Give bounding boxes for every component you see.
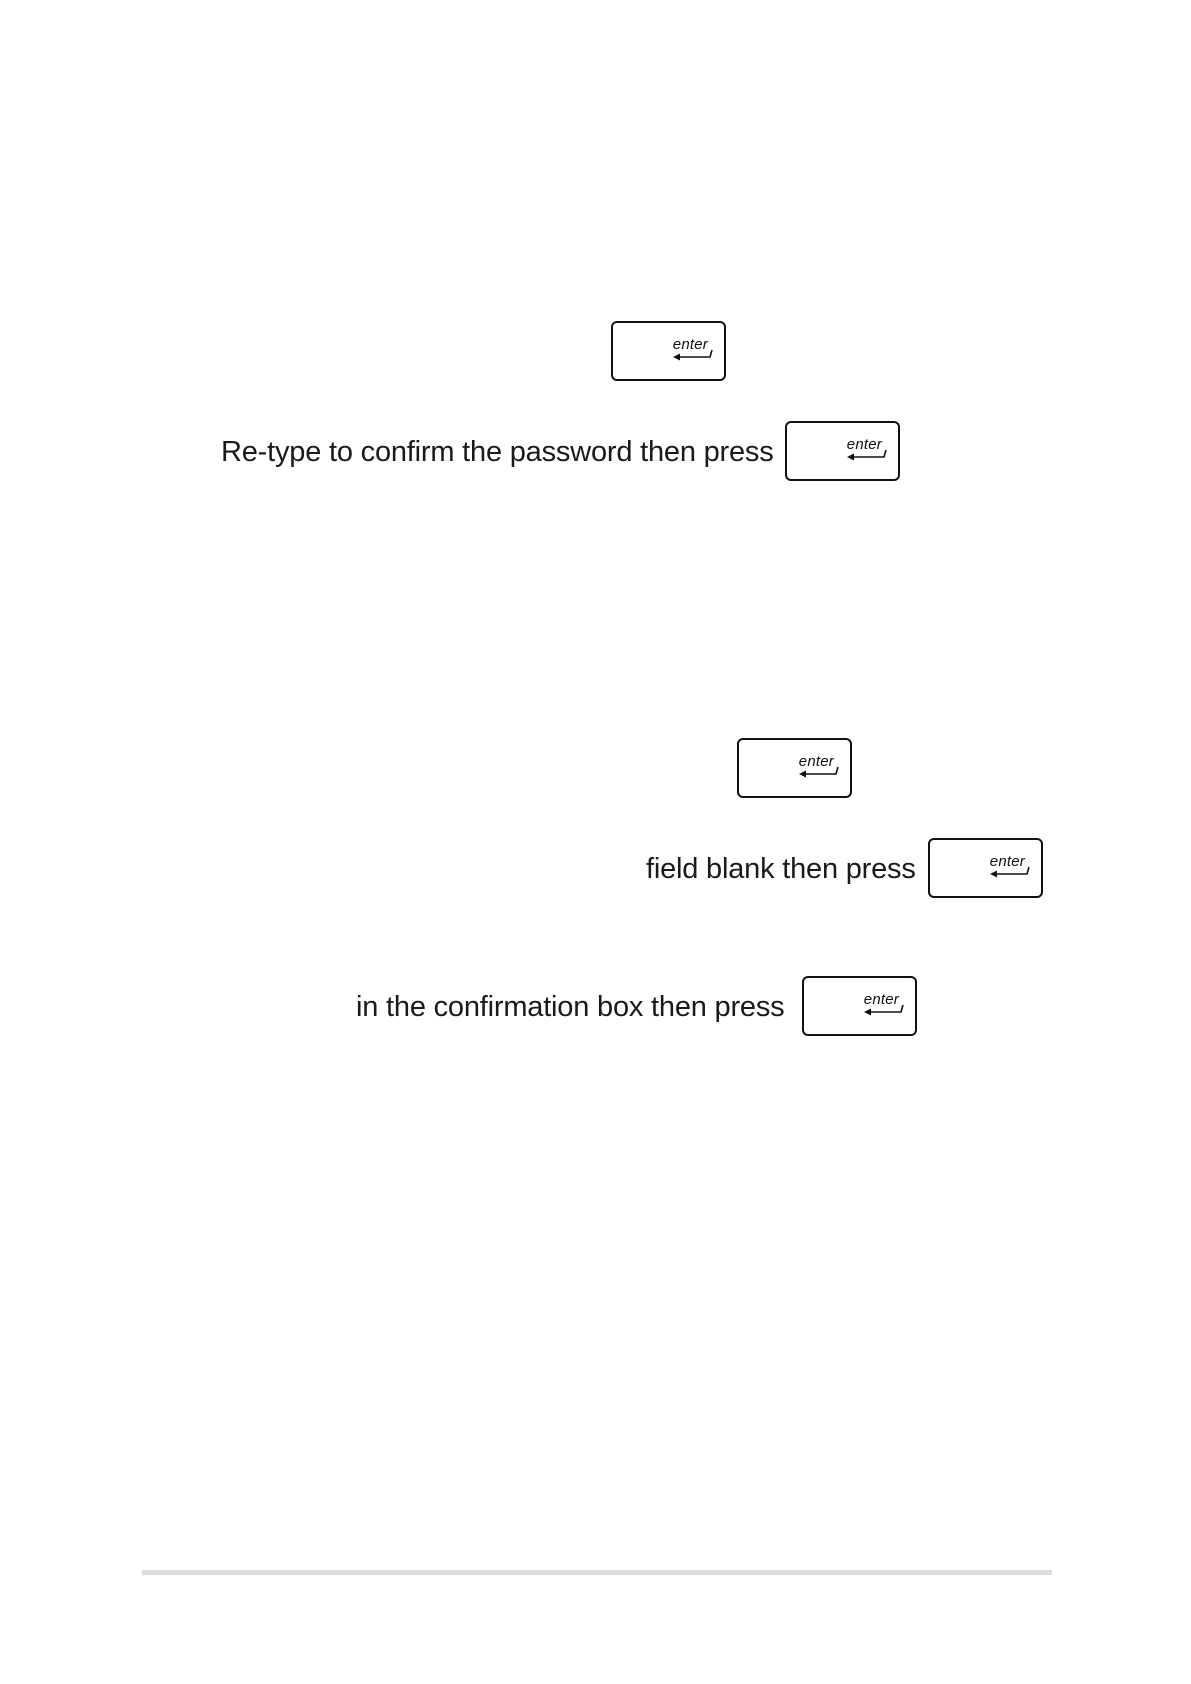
enter-key-label: enter bbox=[846, 436, 882, 453]
enter-key-label: enter bbox=[989, 853, 1025, 870]
enter-key-2 bbox=[785, 421, 900, 481]
enter-key-label: enter bbox=[672, 336, 708, 353]
instruction-confirmation-box: in the confirmation box then press bbox=[356, 991, 785, 1023]
return-arrow-icon bbox=[672, 349, 716, 363]
enter-key-3 bbox=[737, 738, 852, 798]
enter-key-label: enter bbox=[798, 753, 834, 770]
return-arrow-icon bbox=[863, 1004, 907, 1018]
enter-key-1 bbox=[611, 321, 726, 381]
return-arrow-icon bbox=[846, 449, 890, 463]
instruction-field-blank: field blank then press bbox=[646, 853, 916, 885]
footer-divider bbox=[142, 1570, 1052, 1575]
enter-key-5 bbox=[802, 976, 917, 1036]
return-arrow-icon bbox=[798, 766, 842, 780]
return-arrow-icon bbox=[989, 866, 1033, 880]
enter-key-4 bbox=[928, 838, 1043, 898]
instruction-retype-password: Re-type to confirm the password then press bbox=[221, 436, 774, 468]
enter-key-label: enter bbox=[863, 991, 899, 1008]
